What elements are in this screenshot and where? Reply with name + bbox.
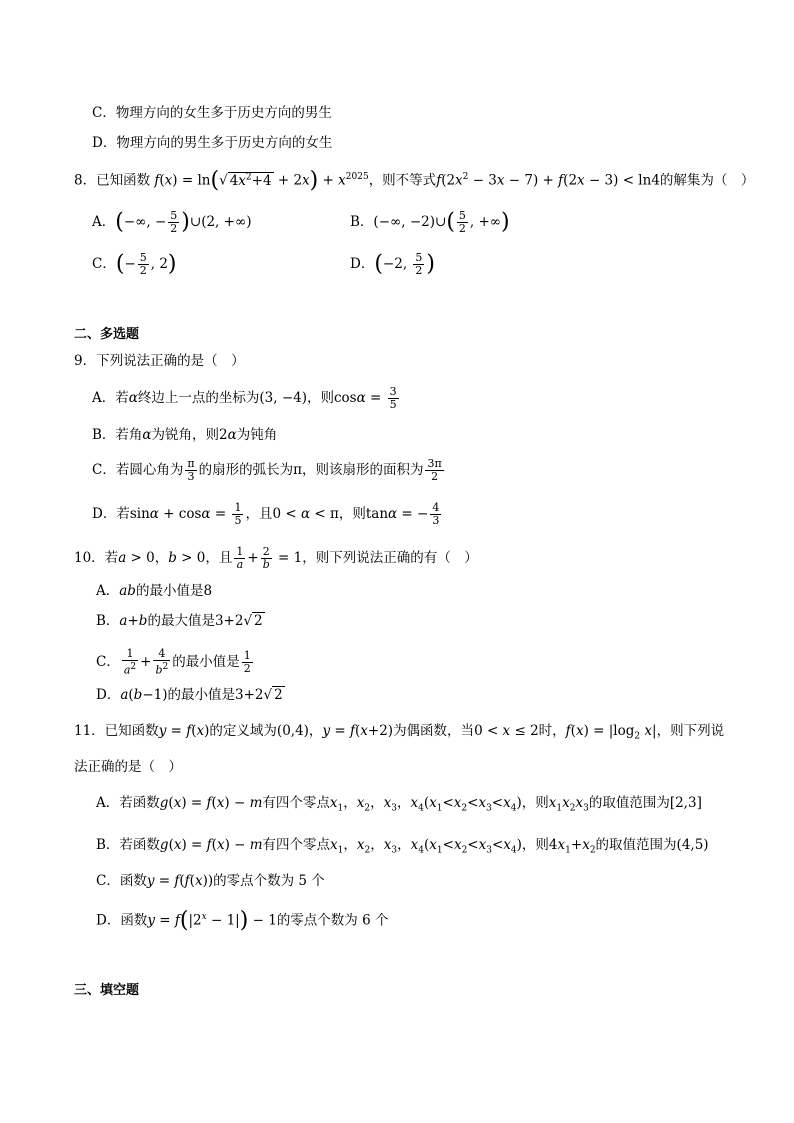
q10-option-a: A．ab的最小值是8 — [96, 583, 213, 599]
q8-option-b: B．(−∞, −2)∪( $\frac{5}{2}$ , +∞) — [350, 209, 510, 235]
q9-option-a: A．若α终边上一点的坐标为(3, −4)，则cosα = $\frac{3}{5}$ — [92, 385, 397, 411]
q11-stem-line2: 法正确的是（ ） — [74, 759, 182, 775]
q9-stem: 9．下列说法正确的是（ ） — [74, 353, 245, 369]
q10-option-b: B．a+b的最大值是3+2√ 2 — [96, 613, 263, 629]
q9-option-b: B．若角α为锐角，则2α为钝角 — [92, 427, 278, 443]
q10-option-c: C． $\frac{1}{a^2}$ + $\frac{4}{b^2}$ 的最小值是 $\frac{1}{2}$ — [96, 647, 251, 677]
q11-stem-line1: 11．已知函数y = f(x)的定义域为(0,4)，y = f(x+2)为偶函数，当0 < x ≤ 2时，$f(x) = |\log_2$ x|，则下列说 — [74, 723, 725, 742]
section-multiple-choice: 二、多选题 — [74, 327, 140, 342]
q8-option-a: A．(−∞, − $\frac{5}{2}$ )∪(2, +∞) — [92, 209, 252, 235]
q7-option-d: D．物理方向的男生多于历史方向的女生 — [92, 135, 333, 151]
q8-option-c: C．(− $\frac{5}{2}$ , 2) — [92, 251, 177, 277]
q8-option-d: D．(−2, $\frac{5}{2}$ ) — [350, 251, 435, 277]
section-fill-in: 三、填空题 — [74, 983, 140, 998]
q11-option-b: B．若函数g(x) = f(x) − m有四个零点$x_1$，$x_2$，$x_3$，$x_4(x_1<x_2<x_3<x_4)$，则$4x_1+x_2$的取值范围为(4,5) — [96, 837, 709, 856]
q11-option-c: C．函数y = f(f(x))的零点个数为 5 个 — [96, 873, 325, 889]
q8-stem: 8．已知函数 f(x) = ln(√ $4x^2+4 + 2x) + x^{2025}$，则不等式$f(2x^2 - 3x - 7) + f(2x - 3) < \ln 4$的解集为（ ） — [74, 168, 755, 193]
q10-option-d: D．a(b−1)的最小值是3+2√ 2 — [96, 687, 283, 703]
q9-option-d: D．若sinα + cosα = $\frac{1}{5}$ ，且0 < α < π，则tanα = − $\frac{4}{3}$ — [92, 501, 440, 527]
q7-option-c: C．物理方向的女生多于历史方向的男生 — [92, 105, 332, 121]
q10-stem: 10．若a > 0，b > 0，且 $\frac{1}{a}$ + $\frac{2}{b}$ = 1，则下列说法正确的有（ ） — [74, 545, 478, 571]
q9-option-c: C．若圆心角为 $\frac{\pi}{3}$ 的扇形的弧长为π，则该扇形的面积为 $\frac{3\pi}{2}$ — [92, 457, 442, 483]
q11-option-d: D．函数$y = f(|2^x - 1|) - 1$的零点个数为 6 个 — [96, 908, 389, 933]
q11-option-a: A．若函数g(x) = f(x) − m有四个零点$x_1$，$x_2$，$x_3$，$x_4(x_1<x_2<x_3<x_4)$，则$x_1x_2x_3$的取值范围为[2,3] — [96, 795, 702, 814]
